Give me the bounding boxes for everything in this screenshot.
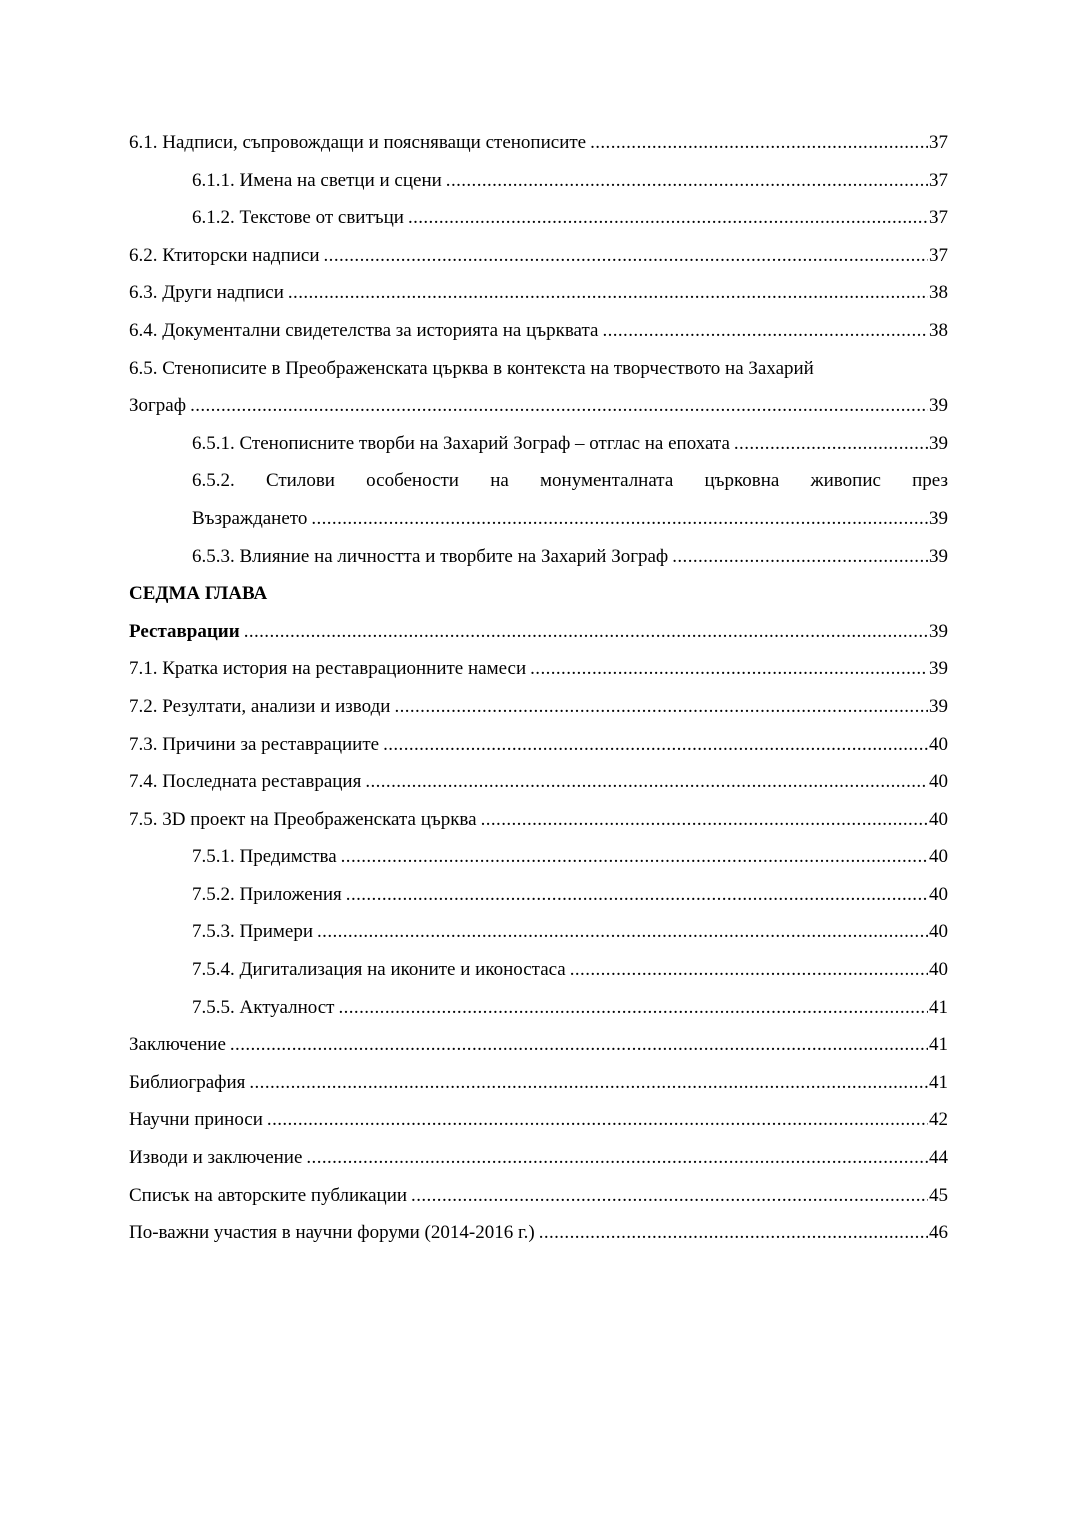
toc-entry-7-5-1[interactable] xyxy=(192,838,948,876)
toc-entry-label: 7.5.3. Примери xyxy=(192,921,314,943)
toc-entry-forums[interactable] xyxy=(129,1214,948,1252)
toc-page-number: 40 xyxy=(929,959,948,981)
toc-entry-7-5[interactable] xyxy=(129,801,948,839)
toc-entry-6-1[interactable] xyxy=(129,124,948,162)
toc-entry-6-4[interactable] xyxy=(129,312,948,350)
toc-entry-6-1-1[interactable] xyxy=(192,162,948,200)
toc-entry-6-5-1[interactable] xyxy=(192,425,948,463)
toc-entry-7-5-2[interactable] xyxy=(192,876,948,914)
dot-leader xyxy=(317,913,928,951)
label-word: 6.5.2. xyxy=(192,470,235,492)
dot-leader xyxy=(230,1026,928,1064)
label-word: особености xyxy=(366,470,459,492)
toc-entry-label: 7.1. Кратка история на реставрационните намеси xyxy=(129,658,527,680)
toc-entry-label: 6.5. Стенописите в Преображенската църква в контекста на творчеството на Захарий xyxy=(129,357,814,379)
toc-entry-7-4[interactable] xyxy=(129,763,948,801)
dot-leader xyxy=(590,124,928,162)
toc-entry-7-5-3[interactable] xyxy=(192,913,948,951)
toc-page-number: 40 xyxy=(929,771,948,793)
toc-entry-label: 7.5.4. Дигитализация на иконите и иконостаса xyxy=(192,959,566,981)
toc-page-number: 37 xyxy=(929,244,948,266)
toc-entry-7-3[interactable] xyxy=(129,726,948,764)
dot-leader xyxy=(411,1177,928,1215)
toc-page-number: 45 xyxy=(929,1184,948,1206)
toc-entry-label: Изводи и заключение xyxy=(129,1147,303,1169)
dot-leader xyxy=(306,1139,928,1177)
toc-page-number: 38 xyxy=(929,282,948,304)
dot-leader xyxy=(602,312,928,350)
toc-entry-findings[interactable] xyxy=(129,1139,948,1177)
toc-entry-label: Списък на авторските публикации xyxy=(129,1184,408,1206)
dot-leader xyxy=(672,538,928,576)
toc-entry-label-continued: Възраждането xyxy=(192,507,308,529)
dot-leader xyxy=(346,876,928,914)
toc-entry-label: 6.3. Други надписи xyxy=(129,282,284,304)
dot-leader xyxy=(530,650,928,688)
dot-leader xyxy=(267,1101,928,1139)
toc-entry-label: 6.1.2. Текстове от свитъци xyxy=(192,207,404,229)
toc-page-number: 38 xyxy=(929,319,948,341)
toc-entry-7-5-4[interactable] xyxy=(192,951,948,989)
toc-page-number: 40 xyxy=(929,808,948,830)
toc-entry-label: Научни приноси xyxy=(129,1109,263,1131)
label-word: на xyxy=(490,470,509,492)
toc-entry-label: 6.1. Надписи, съпровождащи и поясняващи стенописите xyxy=(129,132,587,153)
toc-entry-6-3[interactable] xyxy=(129,274,948,312)
toc-entry-label: 6.5.1. Стенописните творби на Захарий Зограф – отглас на епохата xyxy=(192,432,730,454)
toc-entry-6-5-3[interactable] xyxy=(192,538,948,576)
toc-page-number: 44 xyxy=(929,1147,948,1169)
toc-entry-6-5-line2[interactable] xyxy=(129,387,948,425)
toc-entry-6-1-2[interactable] xyxy=(192,199,948,237)
label-word: Стилови xyxy=(265,470,335,492)
toc-page-number: 40 xyxy=(929,846,948,868)
toc-entry-6-2[interactable] xyxy=(129,237,948,275)
toc-entry-label: 6.5.3. Влияние на личността и творбите на Захарий Зограф xyxy=(192,545,669,567)
toc-page-number: 41 xyxy=(929,1071,948,1093)
toc-page-number: 40 xyxy=(929,921,948,943)
dot-leader xyxy=(539,1214,928,1252)
toc-entry-bibliography[interactable] xyxy=(129,1064,948,1102)
toc-page-number: 39 xyxy=(929,395,948,417)
toc-entry-label: 6.2. Ктиторски надписи xyxy=(129,244,320,266)
chapter-heading: СЕДМА ГЛАВА xyxy=(129,583,268,605)
dot-leader xyxy=(394,688,928,726)
dot-leader xyxy=(365,763,928,801)
toc-entry-6-5-2-line1[interactable] xyxy=(192,462,948,500)
toc-entry-label: Реставрации xyxy=(129,620,240,642)
toc-entry-6-5-2-line2[interactable] xyxy=(192,500,948,538)
dot-leader xyxy=(734,425,928,463)
toc-page-number: 40 xyxy=(929,733,948,755)
dot-leader xyxy=(341,838,928,876)
toc-entry-label: Заключение xyxy=(129,1034,226,1056)
toc-entry-7-5-5[interactable] xyxy=(192,989,948,1027)
table-of-contents xyxy=(129,124,948,1252)
label-word: църковна xyxy=(704,470,780,492)
dot-leader xyxy=(481,801,928,839)
toc-page-number: 39 xyxy=(929,695,948,717)
toc-entry-label-continued: Зограф xyxy=(129,395,187,417)
toc-entry-label: 7.5.1. Предимства xyxy=(192,846,337,868)
toc-entry-7-2[interactable] xyxy=(129,688,948,726)
toc-page-number: 39 xyxy=(929,658,948,680)
toc-entry-chapter7[interactable] xyxy=(129,613,948,651)
toc-entry-contributions[interactable] xyxy=(129,1101,948,1139)
toc-entry-label: 7.3. Причини за реставрациите xyxy=(129,733,380,755)
toc-page-number: 39 xyxy=(929,620,948,642)
dot-leader xyxy=(249,1064,928,1102)
toc-entry-label: 6.4. Документални свидетелства за историята на църквата xyxy=(129,319,599,341)
toc-entry-6-5-line1[interactable] xyxy=(129,350,948,388)
toc-entry-label: 7.5.5. Актуалност xyxy=(192,996,335,1018)
toc-page-number: 37 xyxy=(929,169,948,191)
toc-page-number: 41 xyxy=(929,1034,948,1056)
toc-entry-label: 7.5. 3D проект на Преображенската църква xyxy=(129,808,477,830)
toc-page-number: 37 xyxy=(929,207,948,229)
toc-page-number: 39 xyxy=(929,507,948,529)
dot-leader xyxy=(244,613,928,651)
dot-leader xyxy=(408,199,928,237)
toc-entry-label: 6.1.1. Имена на светци и сцени xyxy=(192,169,442,191)
toc-page-number: 41 xyxy=(929,996,948,1018)
dot-leader xyxy=(324,237,928,275)
toc-entry-label: 7.4. Последната реставрация xyxy=(129,771,362,793)
toc-entry-7-1[interactable] xyxy=(129,650,948,688)
toc-entry-label: 7.2. Резултати, анализи и изводи xyxy=(129,695,391,717)
dot-leader xyxy=(338,989,928,1027)
toc-entry-label: Библиография xyxy=(129,1071,246,1093)
dot-leader xyxy=(288,274,928,312)
toc-page-number: 39 xyxy=(929,545,948,567)
toc-page-number: 39 xyxy=(929,432,948,454)
toc-page-number: 42 xyxy=(929,1109,948,1131)
toc-entry-conclusion[interactable] xyxy=(129,1026,948,1064)
toc-entry-label: По-важни участия в научни форуми (2014-2016 г.) xyxy=(129,1222,535,1244)
label-word: през xyxy=(912,470,948,492)
label-word: монументалната xyxy=(540,470,674,492)
dot-leader xyxy=(311,500,928,538)
toc-page-number: 37 xyxy=(929,132,948,153)
toc-entry-label: 7.5.2. Приложения xyxy=(192,883,342,905)
toc-page-number: 40 xyxy=(929,883,948,905)
toc-page-number: 46 xyxy=(929,1222,948,1244)
justified-label xyxy=(192,462,948,500)
dot-leader xyxy=(570,951,928,989)
dot-leader xyxy=(190,387,928,425)
toc-entry-publications[interactable] xyxy=(129,1177,948,1215)
dot-leader xyxy=(446,162,928,200)
label-word: живопис xyxy=(810,470,881,492)
dot-leader xyxy=(383,726,928,764)
